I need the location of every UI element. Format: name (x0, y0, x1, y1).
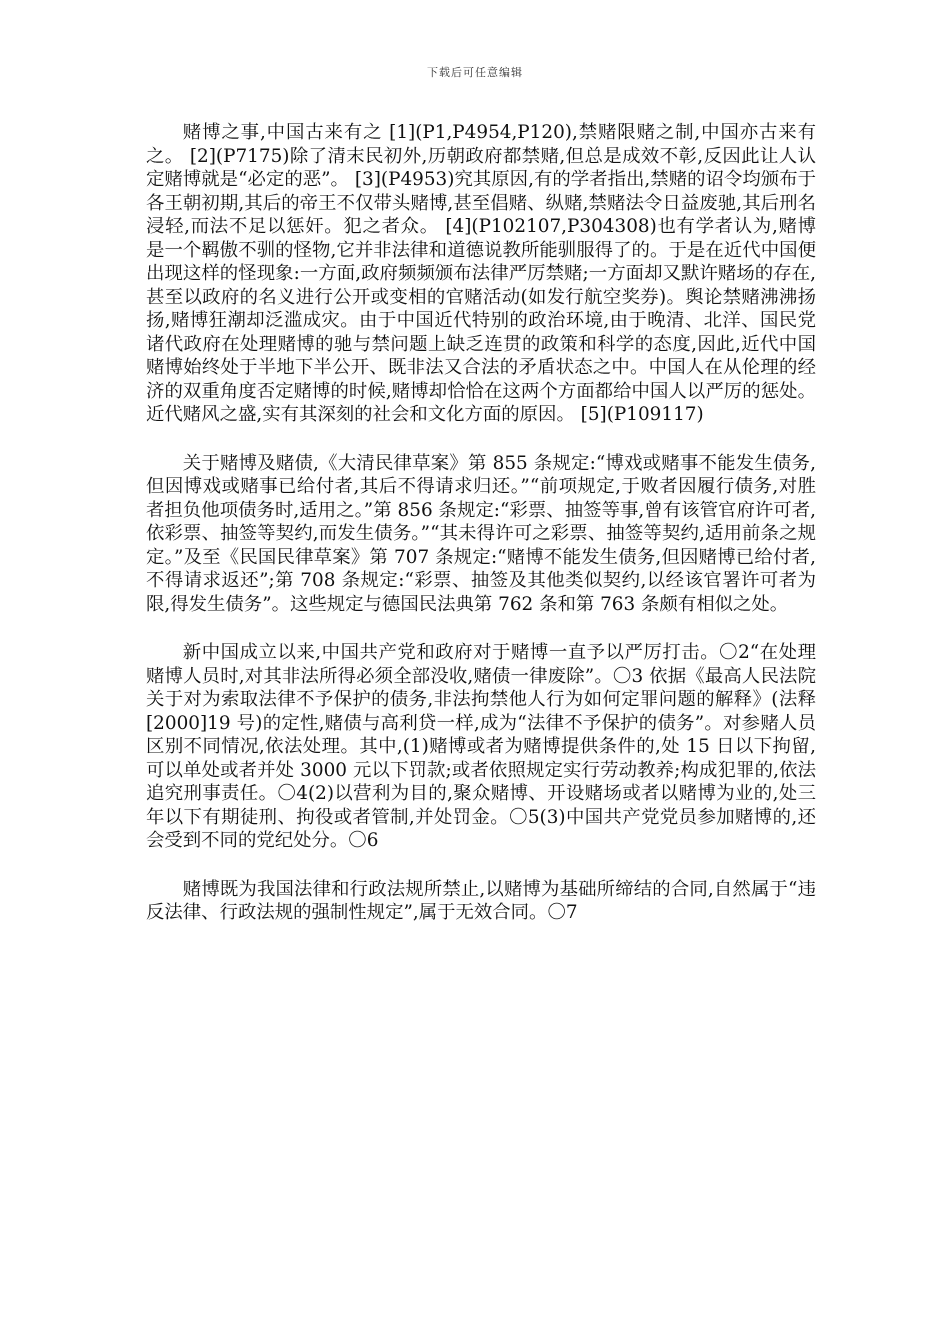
paragraph-contract-invalidity: 赌博既为我国法律和行政法规所禁止,以赌博为基础所缔结的合同,自然属于“违反法律、行政法规的强制性规定”,属于无效合同。〇7 (146, 878, 816, 923)
paragraph-prc-policy: 新中国成立以来,中国共产党和政府对于赌博一直予以严厉打击。〇2“在处理赌博人员时,对其非法所得必须全部没收,赌债一律废除”。〇3 依据《最高人民法院关于对为索取法律不予保护的债务,非法拘禁他人行为如何定罪问题的解释》(法释[2000]19 号)的定性,赌债与高利贷一样,成为“法律不予保护的债务”。对参赌人员区别不同情况,依法处理。其中,(1)赌博或者为赌博提供条件的,处 15 日以下拘留,可以单处或者并处 3000 元以下罚款;或者依照规定实行劳动教养;构成犯罪的,依法追究刑事责任。〇4(2)以营利为目的,聚众赌博、开设赌场或者以赌博为业的,处三年以下有期徒刑、拘役或者管制,并处罚金。〇5(3)中国共产党党员参加赌博的,还会受到不同的党纪处分。〇6 (146, 642, 816, 851)
paragraph-history: 赌博之事,中国古来有之 [1](P1,P4954,P120),禁赌限赌之制,中国亦古来有之。 [2](P7175)除了清末民初外,历朝政府都禁赌,但总是成效不彰,反因此让人认定赌博就是“必定的恶”。 [3](P4953)究其原因,有的学者指出,禁赌的诏令均颁布于各王朝初期,其后的帝王不仅带头赌博,甚至倡赌、纵赌,禁赌法令日益废驰,其后刑名浸轻,而法不足以惩奸。犯之者众。 [4](P102107,P304308)也有学者认为,赌博是一个羁傲不驯的怪物,它并非法律和道德说教所能驯服得了的。于是在近代中国便出现这样的怪现象:一方面,政府频频颁布法律严厉禁赌;一方面却又默许赌场的存在,甚至以政府的名义进行公开或变相的官赌活动(如发行航空奖券)。舆论禁赌沸沸扬扬,赌博狂潮却泛滥成灾。由于中国近代特别的政治环境,由于晚清、北洋、国民党诸代政府在处理赌博的驰与禁问题上缺乏连贯的政策和科学的态度,因此,近代中国赌博始终处于半地下半公开、既非法又合法的矛盾状态之中。中国人在从伦理的经济的双重角度否定赌博的时候,赌博却恰恰在这两个方面都给中国人以严厉的惩处。近代赌风之盛,实有其深刻的社会和文化方面的原因。 [5](P109117) (146, 122, 816, 425)
document-body (146, 121, 816, 950)
paragraph-civil-code-drafts: 关于赌博及赌债,《大清民律草案》第 855 条规定:“博戏或赌事不能发生债务,但因博戏或赌事已给付者,其后不得请求归还。”“前项规定,于败者因履行债务,对胜者担负他项债务时,适用之。”第 856 条规定:“彩票、抽签等事,曾有该管官府许可者,依彩票、抽签等契约,而发生债务。”“其未得许可之彩票、抽签等契约,适用前条之规定。”及至《民国民律草案》第 707 条规定:“赌博不能发生债务,但因赌博已给付者,不得请求返还”;第 708 条规定:“彩票、抽签及其他类似契约,以经该官署许可者为限,得发生债务”。这些规定与德国民法典第 762 条和第 763 条颇有相似之处。 (146, 452, 816, 615)
page-header-note: 下载后可任意编辑 (427, 66, 523, 79)
